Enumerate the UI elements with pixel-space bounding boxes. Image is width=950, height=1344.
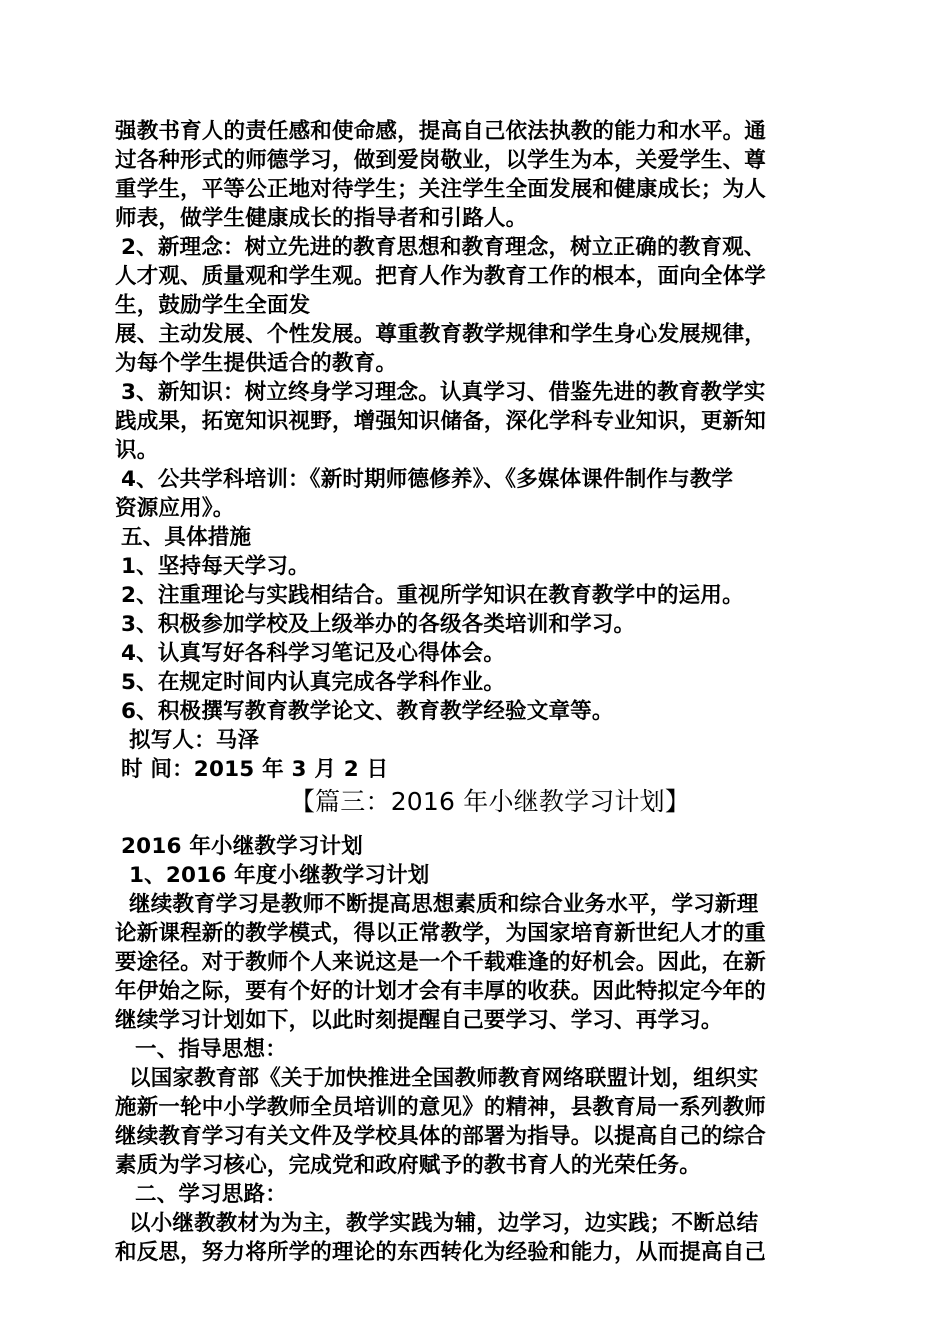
text-line: 要途径。对于教师个人来说这是一个千载难逢的好机会。因此，在新: [115, 950, 767, 975]
text-line: 师表，做学生健康成长的指导者和引路人。: [115, 206, 528, 231]
text-line: 拟写人：马泽: [129, 728, 260, 753]
text-line: 践成果，拓宽知识视野，增强知识储备，深化学科专业知识，更新知: [115, 409, 767, 434]
text-line: 二、学习思路：: [135, 1182, 287, 1207]
text-line: 3、新知识：树立终身学习理念。认真学习、借鉴先进的教育教学实: [121, 380, 766, 405]
text-line: 6、积极撰写教育教学论文、教育教学经验文章等。: [121, 699, 614, 724]
text-line: 2016 年小继教学习计划: [121, 834, 363, 859]
text-line: 5、在规定时间内认真完成各学科作业。: [121, 670, 506, 695]
text-line: 时 间：2015 年 3 月 2 日: [121, 757, 389, 782]
text-line: 人才观、质量观和学生观。把育人作为教育工作的根本，面向全体学: [115, 264, 767, 289]
document-body: [115, 117, 845, 1267]
text-line: 以小继教教材为为主，教学实践为辅，边学习，边实践；不断总结: [129, 1211, 759, 1236]
text-line: 资源应用》。: [115, 496, 235, 521]
text-line: 2、新理念：树立先进的教育思想和教育理念，树立正确的教育观、: [121, 235, 766, 260]
text-line: 重学生，平等公正地对待学生；关注学生全面发展和健康成长；为人: [115, 177, 767, 202]
section-heading: 【篇三：2016 年小继教学习计划】: [289, 787, 691, 816]
text-line: 以国家教育部《关于加快推进全国教师教育网络联盟计划，组织实: [129, 1066, 759, 1091]
text-line: 展、主动发展、个性发展。尊重教育教学规律和学生身心发展规律，: [115, 322, 767, 347]
text-line: 素质为学习核心，完成党和政府赋予的教书育人的光荣任务。: [115, 1153, 701, 1178]
text-line: 继续教育学习有关文件及学校具体的部署为指导。以提高自己的综合: [115, 1124, 767, 1149]
text-line: 2、注重理论与实践相结合。重视所学知识在教育教学中的运用。: [121, 583, 744, 608]
text-line: 五、具体措施: [121, 525, 252, 550]
text-line: 过各种形式的师德学习，做到爱岗敬业，以学生为本，关爱学生、尊: [115, 148, 767, 173]
section-three: [115, 832, 845, 1267]
text-line: 生，鼓励学生全面发: [115, 293, 311, 318]
text-line: 继续学习计划如下，以此时刻提醒自己要学习、学习、再学习。: [115, 1008, 723, 1033]
text-line: 1、坚持每天学习。: [121, 554, 310, 579]
text-line: 1、2016 年度小继教学习计划: [129, 863, 430, 888]
text-line: 3、积极参加学校及上级举办的各级各类培训和学习。: [121, 612, 636, 637]
text-line: 为每个学生提供适合的教育。: [115, 351, 398, 376]
text-line: 年伊始之际，要有个好的计划才会有丰厚的收获。因此特拟定今年的: [115, 979, 767, 1004]
text-line: 强教书育人的责任感和使命感，提高自己依法执教的能力和水平。通: [115, 119, 767, 144]
text-line: 施新一轮中小学教师全员培训的意见》的精神，县教育局一系列教师: [115, 1095, 767, 1120]
text-line: 论新课程新的教学模式，得以正常教学，为国家培育新世纪人才的重: [115, 921, 767, 946]
text-line: 4、认真写好各科学习笔记及心得体会。: [121, 641, 506, 666]
section-two-continued: [115, 117, 845, 784]
text-line: 和反思，努力将所学的理论的东西转化为经验和能力，从而提高自己: [115, 1240, 767, 1265]
text-line: 继续教育学习是教师不断提高思想素质和综合业务水平，学习新理: [129, 892, 759, 917]
text-line: 一、指导思想：: [135, 1037, 287, 1062]
text-line: 4、公共学科培训：《新时期师德修养》、《多媒体课件制作与教学: [121, 467, 734, 492]
text-line: 识。: [115, 438, 159, 463]
